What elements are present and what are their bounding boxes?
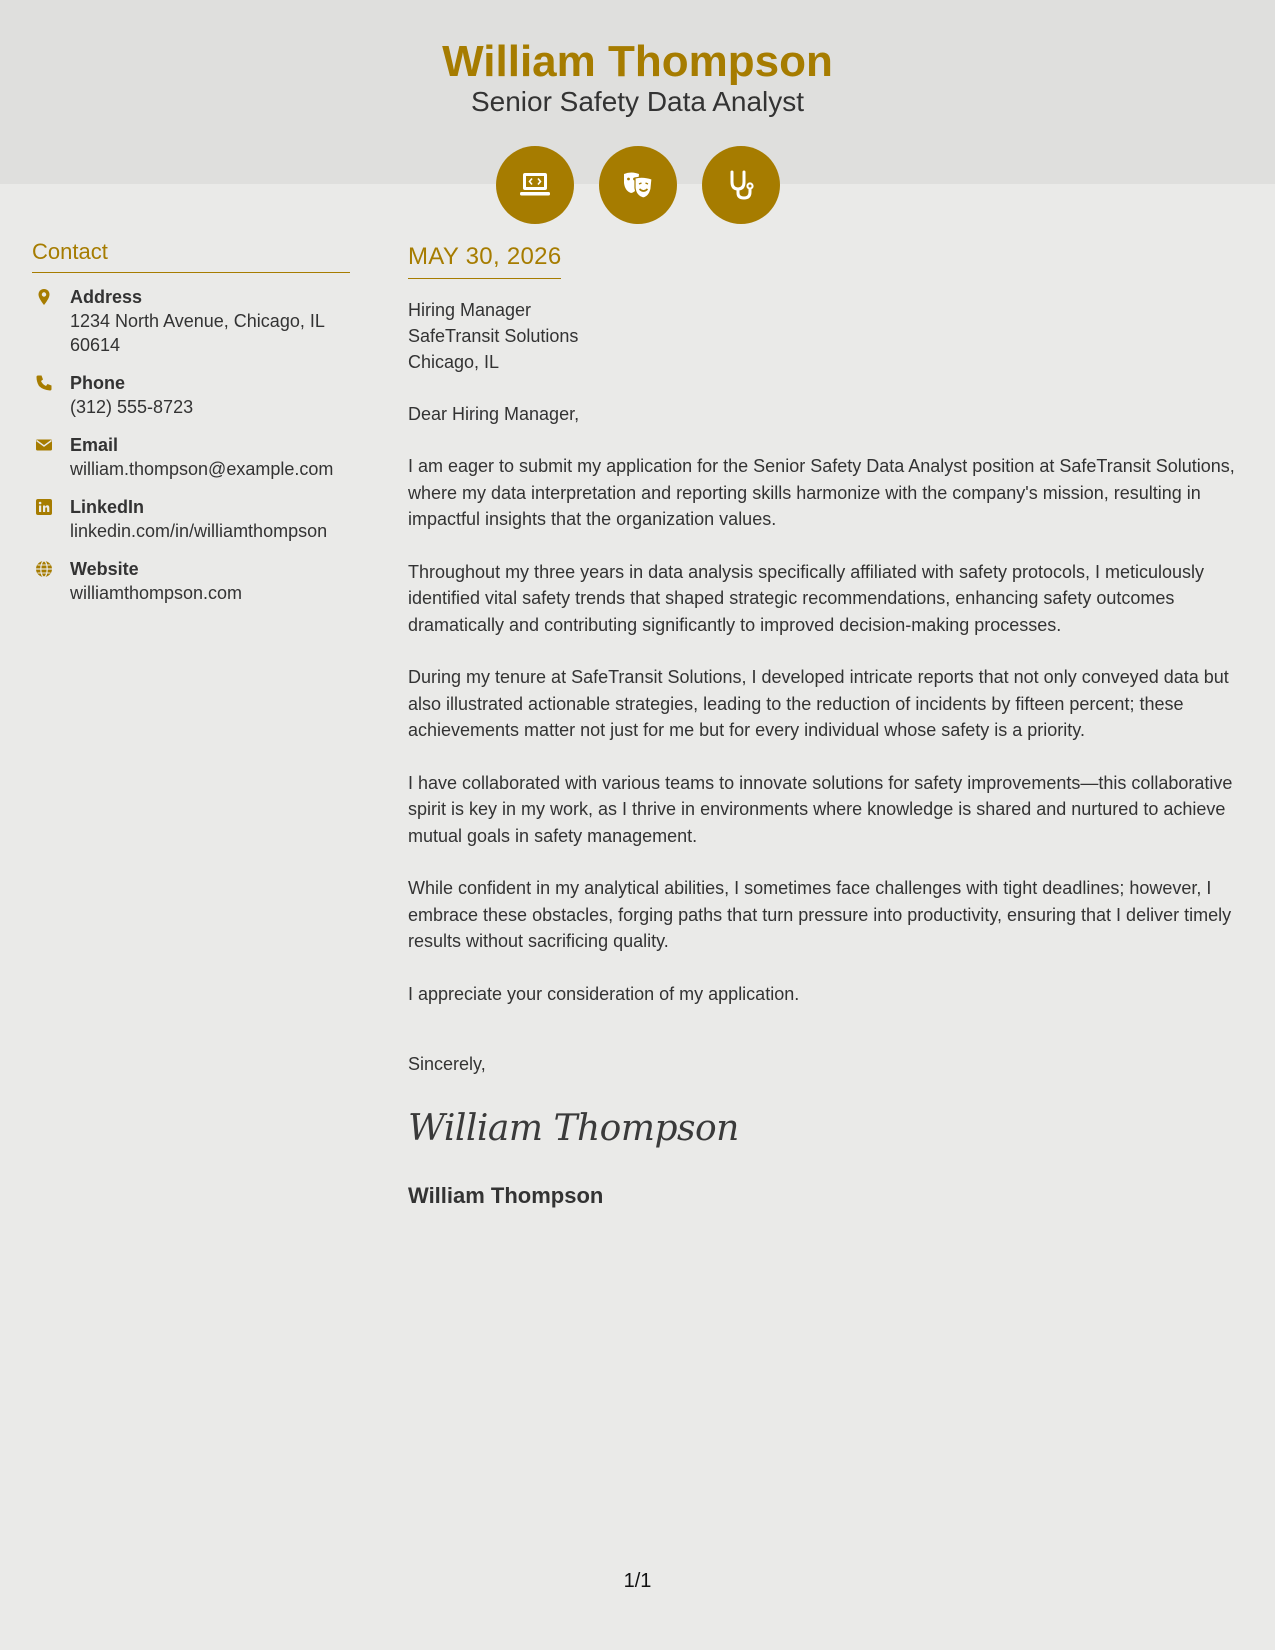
contact-email — [32, 433, 350, 481]
map-pin-icon — [32, 285, 56, 309]
linkedin-icon — [32, 495, 56, 519]
body-paragraph: Throughout my three years in data analysis specifically affiliated with safety protocols, I meticulously identified vital safety trends that shaped strategic recommendations, enhancing safety outcomes dramatically and contributing significantly to improved decision-making processes. — [408, 561, 1205, 635]
email-label: Email — [70, 435, 119, 455]
contact-heading: Contact — [32, 236, 350, 273]
linkedin-value[interactable]: linkedin.com/in/williamthompson — [70, 521, 328, 541]
applicant-name: William Thompson — [442, 37, 833, 86]
laptop-code-icon — [496, 146, 574, 224]
contact-address — [32, 285, 350, 357]
linkedin-label: LinkedIn — [70, 497, 145, 517]
applicant-title: Senior Safety Data Analyst — [470, 86, 805, 117]
recipient-line: Hiring Manager — [408, 300, 532, 320]
salutation: Dear Hiring Manager, — [408, 404, 580, 424]
contact-sidebar — [32, 236, 350, 619]
address-label: Address — [70, 287, 143, 307]
signoff-name: William Thompson — [408, 1183, 604, 1208]
letter-date: MAY 30, 2026 — [408, 240, 561, 279]
contact-website — [32, 557, 350, 605]
body-paragraph: During my tenure at SafeTransit Solutions, I developed intricate reports that not only conveyed data but also illustrated actionable strategies, leading to the reduction of incidents by fifteen percent; these achievements matter not just for me but for every individual whose safety is a priority. — [408, 667, 1229, 740]
recipient-block — [408, 297, 1253, 375]
contact-phone — [32, 371, 350, 419]
envelope-icon — [32, 433, 56, 457]
website-label: Website — [70, 559, 139, 579]
phone-icon — [32, 371, 56, 395]
body-paragraph: While confident in my analytical abilities, I sometimes face challenges with tight deadlines; however, I embrace these obstacles, forging paths that turn pressure into productivity, ensuring that I deliver timely results without sacrificing quality. — [408, 878, 1232, 951]
website-value[interactable]: williamthompson.com — [70, 583, 243, 603]
stethoscope-icon — [702, 146, 780, 224]
phone-label: Phone — [70, 373, 126, 393]
recipient-line: SafeTransit Solutions — [408, 326, 579, 346]
recipient-line: Chicago, IL — [408, 352, 500, 372]
page-number: 1/1 — [623, 1570, 652, 1592]
handwritten-signature: William Thompson — [408, 1108, 739, 1149]
globe-icon — [32, 557, 56, 581]
body-paragraph: I appreciate your consideration of my application. — [408, 983, 800, 1004]
masks-theater-icon — [599, 146, 677, 224]
closing: Sincerely, — [408, 1054, 486, 1074]
address-value: 1234 North Avenue, Chicago, IL 60614 — [70, 311, 325, 355]
header-icons — [0, 146, 1275, 224]
letter-body — [408, 240, 1253, 1211]
body-paragraph: I have collaborated with various teams to innovate solutions for safety improvements—this collaborative spirit is key in my work, as I thrive in environments where knowledge is shared and nurtured to achieve mutual goals in safety management. — [408, 772, 1233, 846]
contact-linkedin — [32, 495, 350, 543]
phone-value: (312) 555-8723 — [70, 397, 194, 417]
email-value[interactable]: william.thompson@example.com — [70, 459, 334, 479]
body-paragraph: I am eager to submit my application for the Senior Safety Data Analyst position at SafeTransit Solutions, where my data interpretation and reporting skills harmonize with the company's mission, resulting in impactful insights that the organization values. — [408, 456, 1235, 529]
